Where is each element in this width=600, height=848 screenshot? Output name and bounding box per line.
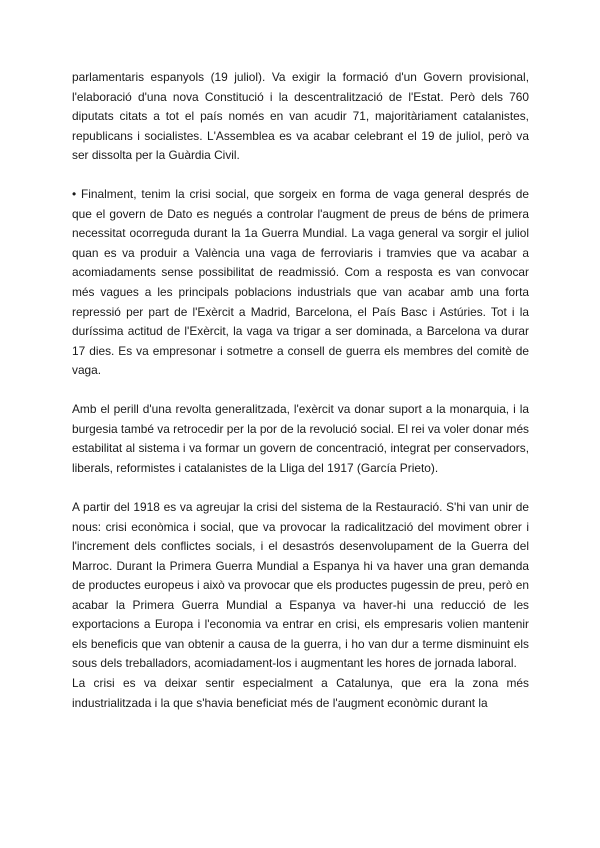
paragraph-restauracio: A partir del 1918 es va agreujar la crisi del sistema de la Restauració. S'hi van unir de nous: crisi econòmica i social, que va provocar la radicalització del moviment obrer i l'increment dels conflictes socials, i el desastrós desenvolupament de la Guerra del Marroc. Durant la Primera Guerra Mundial a Espanya hi va haver una gran demanda de productes europeus i això va provocar que els productes pugessin de preu, però en acabar la Primera Guerra Mundial a Espanya va haver-hi una reducció de les exportacions a Europa i l'economia va entrar en crisi, els empresaris volien mantenir els beneficis que van obtenir a causa de la guerra, i ho van dur a terme disminuint els sous dels treballadors, acomiadament-los i augmentant les hores de jornada laboral.: [72, 500, 529, 671]
paragraph-catalunya: La crisi es va deixar sentir especialment a Catalunya, que era la zona més industrialitzada i la que s'havia beneficiat més de l'augment econòmic durant la: [72, 675, 529, 710]
paragraph-assemblea: parlamentaris espanyols (19 juliol). Va exigir la formació d'un Govern provisional, l'elaboració d'una nova Constitució i la descentralització de l'Estat. Però dels 760 diputats citats a tot el país només en van acudir 71, majoritàriament catalanistes, republicans i socialistes. L'Assemblea es va acabar celebrant el 19 de juliol, però va ser dissolta per la Guàrdia Civil.: [72, 70, 529, 163]
paragraph-gap: [72, 381, 529, 401]
paragraph-crisi-social: • Finalment, tenim la crisi social, que sorgeix en forma de vaga general després de que el govern de Dato es negués a controlar l'augment de preus de béns de primera necessitat ocorreguda durant la 1a Guerra Mundial. La vaga general va sorgir el juliol quan es va produir a València una vaga de ferroviaris i tramvies que va acabar a acomiadaments sense possibilitat de readmissió. Com a resposta es van convocar més vagues a les principals poblacions industrials que van acabar amb una forta repressió per part de l'Exèrcit a Madrid, Barcelona, el País Basc i Astúries. Tot i la duríssima actitud de l'Exèrcit, la vaga va trigar a ser dominada, a Barcelona va durar 17 dies. Es va empresonar i sotmetre a consell de guerra els membres del comitè de vaga.: [72, 187, 529, 378]
paragraph-gap: [72, 166, 529, 186]
document-page: [72, 68, 529, 713]
paragraph-gap: [72, 478, 529, 498]
paragraph-revolta: Amb el perill d'una revolta generalitzada, l'exèrcit va donar suport a la monarquia, i la burgesia també va retrocedir per la por de la revolució social. El rei va voler donar més estabilitat al sistema i va formar un govern de concentració, integrat per conservadors, liberals, reformistes i catalanistes de la Lliga del 1917 (García Prieto).: [72, 402, 529, 475]
